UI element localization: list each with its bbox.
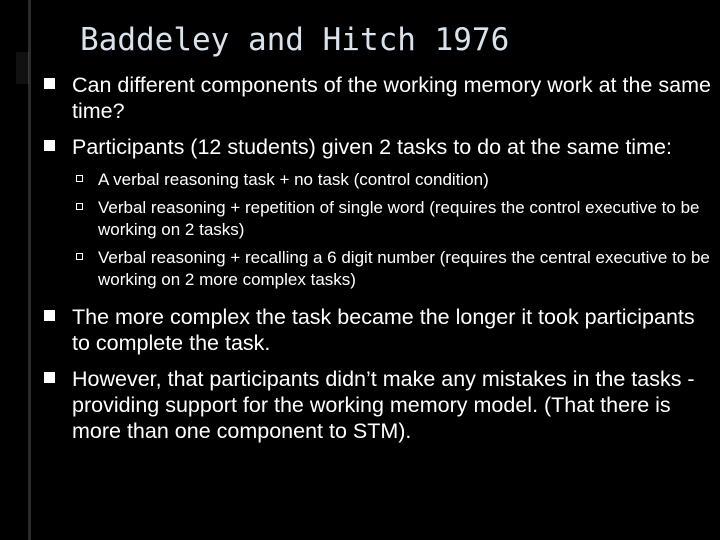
sub-bullet-text: Verbal reasoning + repetition of single word (requires the control executive to be working on 2 tasks) [98, 197, 700, 239]
hollow-square-bullet-icon [76, 175, 83, 182]
slide-title: Baddeley and Hitch 1976 [80, 22, 510, 58]
hollow-square-bullet-icon [76, 203, 83, 210]
accent-block [16, 52, 29, 84]
sub-bullet-item [44, 169, 716, 192]
sub-bullet-item [44, 197, 716, 242]
bullet-item [44, 366, 716, 444]
square-bullet-icon [44, 140, 55, 151]
bullet-text: The more complex the task became the longer it took participants to complete the task. [72, 304, 695, 355]
sub-bullet-item [44, 247, 716, 292]
square-bullet-icon [44, 310, 55, 321]
bullet-item [44, 72, 716, 124]
bullet-text: Participants (12 students) given 2 tasks to do at the same time: [72, 135, 672, 159]
sub-bullet-text: Verbal reasoning + recalling a 6 digit number (requires the central executive to be working on 2 more complex tasks) [98, 247, 710, 289]
slide-content [44, 72, 716, 444]
square-bullet-icon [44, 78, 55, 89]
square-bullet-icon [44, 372, 55, 383]
bullet-text: However, that participants didn’t make any mistakes in the tasks - providing support for the working memory model. (That there is more than one component to STM). [72, 366, 695, 443]
bullet-text: Can different components of the working memory work at the same time? [72, 73, 711, 123]
sub-bullet-text: A verbal reasoning task + no task (control condition) [98, 170, 489, 189]
hollow-square-bullet-icon [76, 253, 83, 260]
bullet-item [44, 134, 716, 160]
bullet-item [44, 304, 716, 356]
